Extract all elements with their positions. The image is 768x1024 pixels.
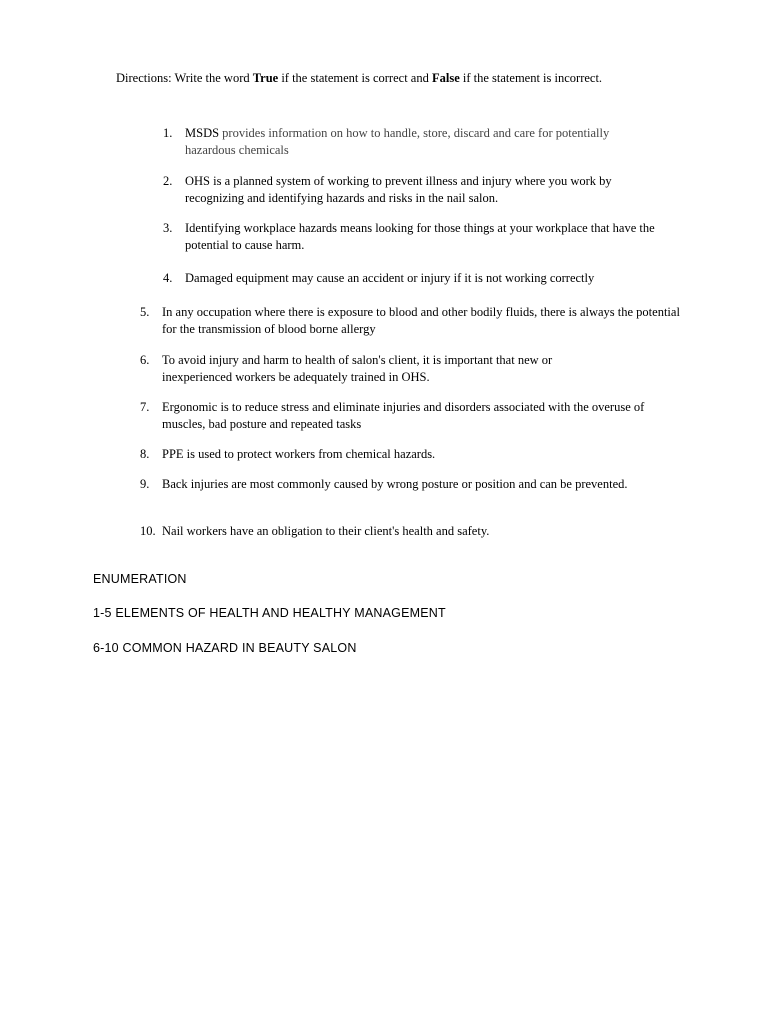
item-text	[185, 125, 623, 159]
item-text-rest: provides information on how to handle, store, discard and care for potentially hazardous chemicals	[185, 126, 610, 157]
item-number: 4.	[163, 271, 173, 285]
item-number: 6.	[140, 353, 150, 367]
list-item	[163, 173, 673, 207]
directions-text-middle: if the statement is correct and	[278, 71, 432, 85]
directions-text-end: if the statement is incorrect.	[459, 71, 603, 85]
item-text: PPE is used to protect workers from chemical hazards.	[162, 447, 436, 461]
list-item	[163, 270, 683, 287]
item-number: 8.	[140, 447, 150, 461]
item-number: 9.	[140, 477, 150, 491]
item-number: 7.	[140, 400, 150, 414]
list-item	[140, 352, 620, 386]
directions-text-start: Directions: Write the word	[116, 71, 253, 85]
directions-paragraph	[116, 70, 646, 87]
item-text: Identifying workplace hazards means looking for those things at your workplace that have the potential to cause harm.	[185, 221, 655, 252]
list-item	[140, 399, 660, 433]
enumeration-part-2: 6-10 COMMON HAZARD IN BEAUTY SALON	[93, 641, 357, 655]
list-item	[163, 125, 623, 159]
item-text: Nail workers have an obligation to their client's health and safety.	[162, 524, 490, 538]
item-number: 10.	[140, 524, 156, 538]
item-number: 1.	[163, 126, 173, 140]
item-number: 3.	[163, 221, 173, 235]
list-item	[140, 304, 685, 338]
item-text: To avoid injury and harm to health of salon's client, it is important that new or inexperienced workers be adequately trained in OHS.	[162, 353, 553, 384]
list-item	[140, 523, 660, 540]
item-number: 5.	[140, 305, 150, 319]
list-item	[140, 476, 640, 493]
item-text: Ergonomic is to reduce stress and eliminate injuries and disorders associated with the overuse of muscles, bad posture and repeated tasks	[162, 400, 645, 431]
item-number: 2.	[163, 174, 173, 188]
item-text: Damaged equipment may cause an accident or injury if it is not working correctly	[185, 271, 595, 285]
item-text: In any occupation where there is exposure to blood and other bodily fluids, there is always the potential for the transmission of blood borne allergy	[162, 305, 680, 336]
enumeration-heading: ENUMERATION	[93, 572, 187, 586]
directions-word-true: True	[252, 71, 279, 85]
item-text: OHS is a planned system of working to prevent illness and injury where you work by recognizing and identifying hazards and risks in the nail salon.	[185, 174, 612, 205]
enumeration-part-1: 1-5 ELEMENTS OF HEALTH AND HEALTHY MANAGEMENT	[93, 606, 446, 620]
item-text: Back injuries are most commonly caused by wrong posture or position and can be prevented.	[162, 477, 628, 491]
list-item	[140, 446, 660, 463]
item-lead-term: MSDS	[185, 126, 220, 140]
directions-word-false: False	[431, 71, 460, 85]
list-item	[163, 220, 673, 254]
